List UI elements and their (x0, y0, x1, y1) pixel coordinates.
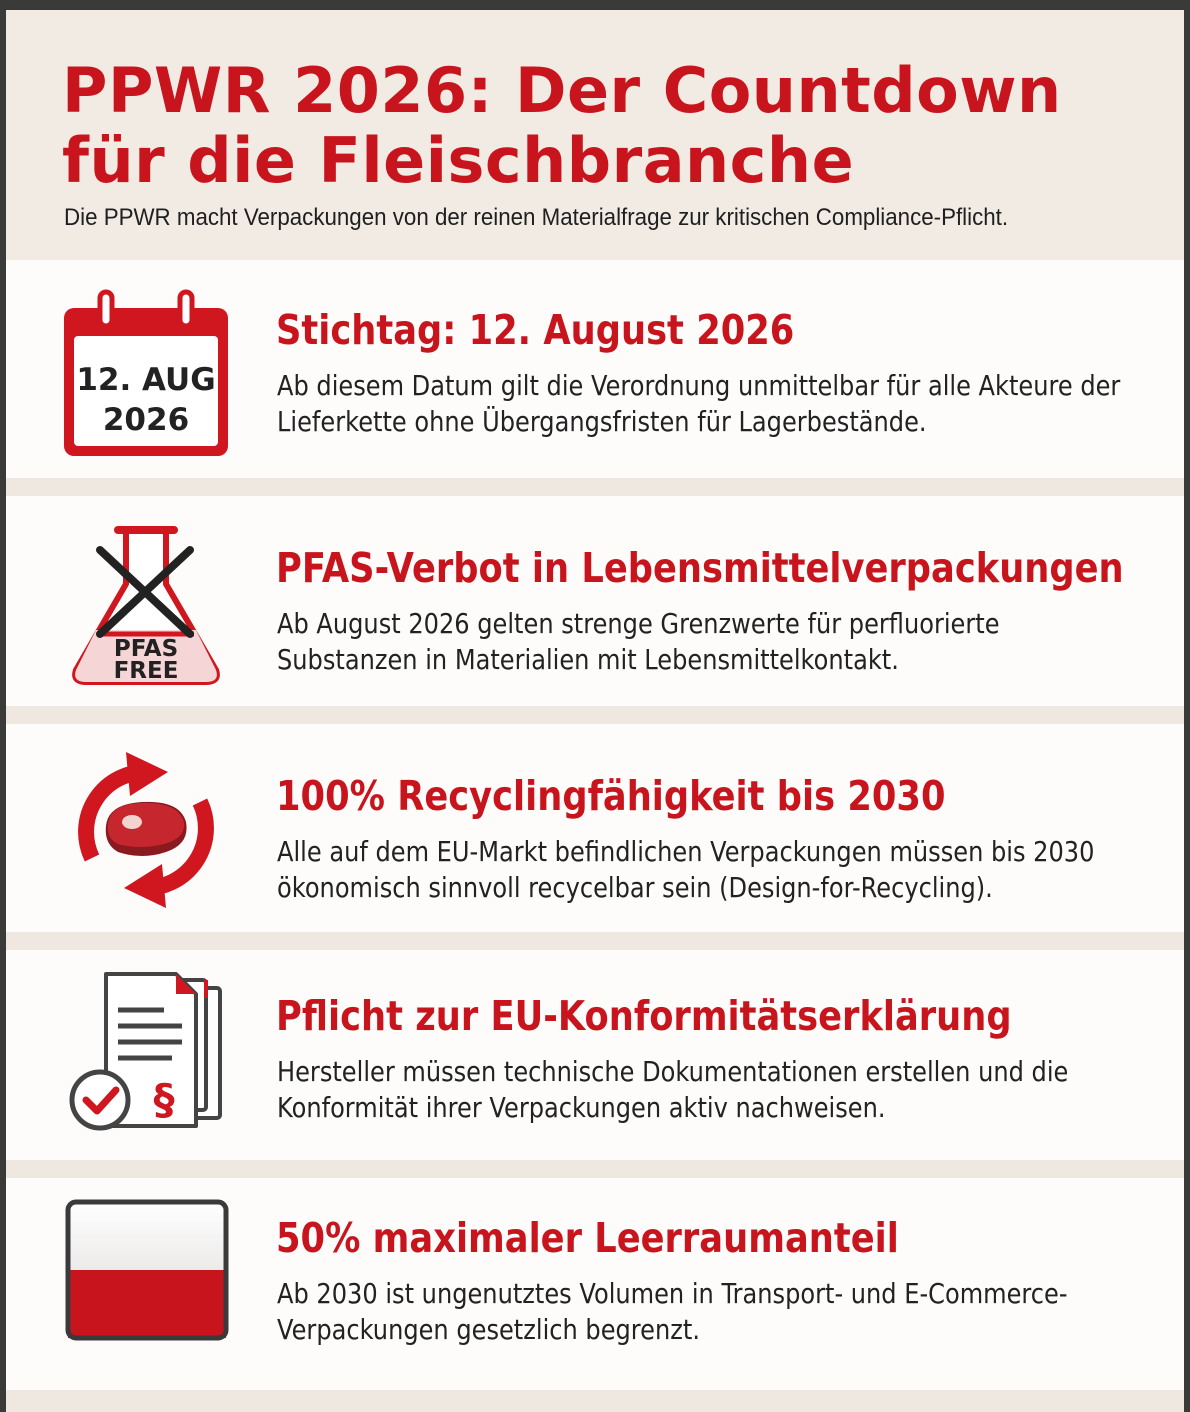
calendar-icon (56, 286, 236, 466)
item-recycling (6, 724, 1184, 932)
pfas-badge-line-2: FREE (113, 658, 179, 684)
item-text: Ab August 2026 gelten strenge Grenzwerte für perfluorierte Substanzen in Materialien mit Lebensmittelkontakt. (277, 607, 1000, 676)
empty-space-box-icon (56, 1194, 236, 1374)
title-line-2: für die Fleischbranche (62, 124, 855, 197)
pfas-badge-line-1: PFAS (113, 636, 179, 662)
item-title: 50% maximaler Leerraumanteil (276, 1214, 899, 1262)
recycling-meat-icon (56, 740, 236, 920)
item-title: Pflicht zur EU-Konformitätserklärung (276, 992, 1012, 1040)
title-line-1: PPWR 2026: Der Countdown (62, 54, 1062, 127)
page-subtitle: Die PPWR macht Verpackungen von der reinen Materialfrage zur kritischen Compliance-Pflicht. (64, 204, 1009, 231)
header (6, 10, 1184, 260)
page-title (62, 56, 1062, 196)
item-text: Ab 2030 ist ungenutztes Volumen in Transport- und E-Commerce-Verpackungen gesetzlich begrenzt. (277, 1277, 1068, 1346)
infographic-page (6, 10, 1184, 1412)
item-text: Hersteller müssen technische Dokumentationen erstellen und die Konformität ihrer Verpackungen aktiv nachweisen. (277, 1055, 1069, 1124)
item-text: Alle auf dem EU-Markt befindlichen Verpackungen müssen bis 2030 ökonomisch sinnvoll recycelbar sein (Design-for-Recycling). (277, 835, 1095, 904)
item-empty-space (6, 1178, 1184, 1390)
item-deadline (6, 260, 1184, 478)
item-conformity (6, 950, 1184, 1160)
pfas-free-flask-icon (56, 510, 236, 690)
svg-text:§: § (153, 1075, 175, 1124)
item-title: 100% Recyclingfähigkeit bis 2030 (276, 772, 946, 820)
documents-conformity-icon (56, 966, 236, 1146)
item-pfas (6, 496, 1184, 706)
item-title: PFAS-Verbot in Lebensmittelverpackungen (276, 544, 1124, 592)
calendar-day: 12. AUG (76, 362, 216, 398)
item-text: Ab diesem Datum gilt die Verordnung unmittelbar für alle Akteure der Lieferkette ohne Übergangsfristen für Lagerbestände. (277, 369, 1121, 438)
calendar-year: 2026 (102, 402, 190, 438)
item-title: Stichtag: 12. August 2026 (276, 306, 795, 354)
